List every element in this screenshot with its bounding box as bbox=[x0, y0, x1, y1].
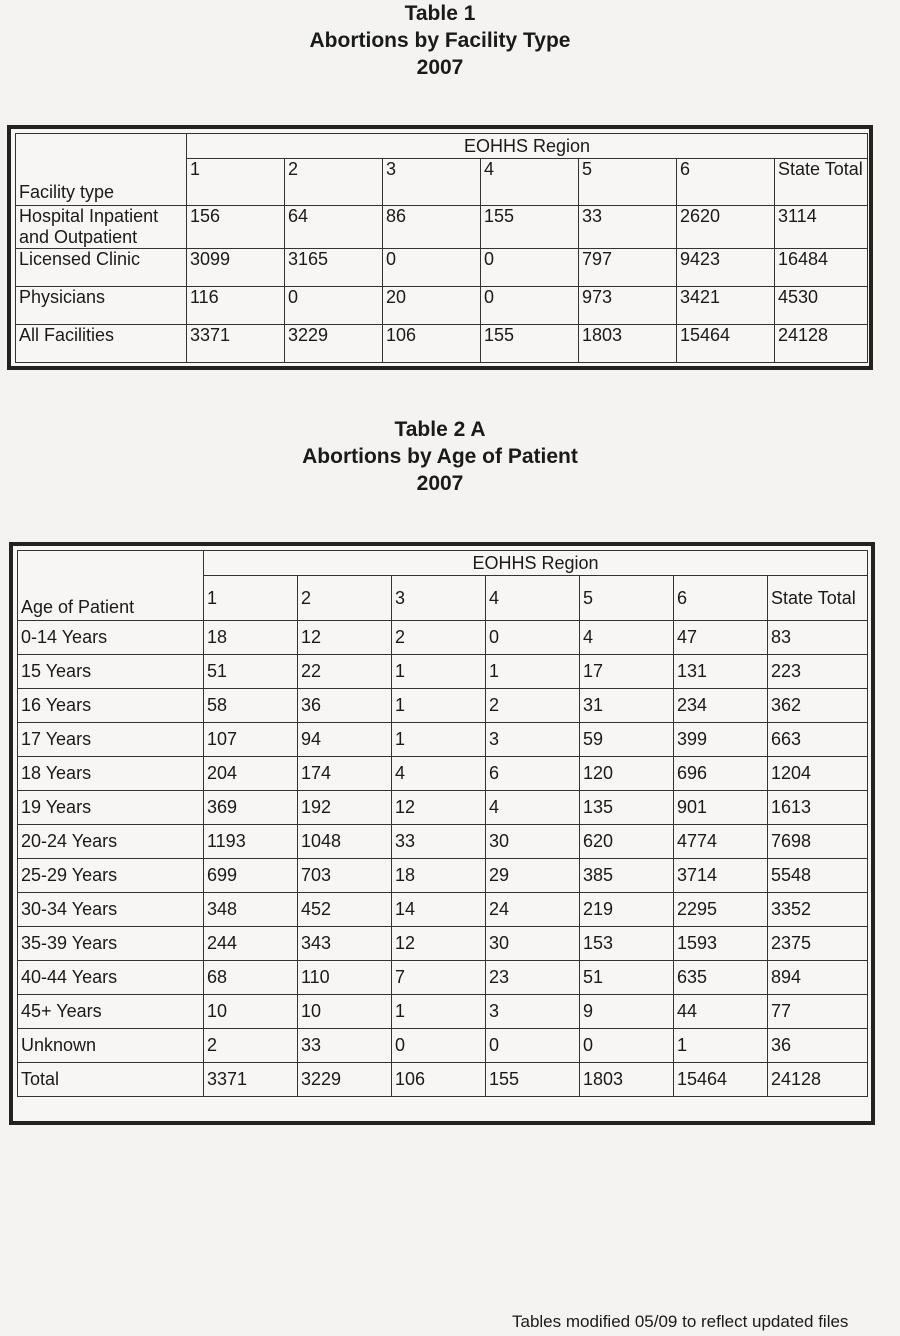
row-label: Total bbox=[18, 1063, 204, 1097]
row-label: 45+ Years bbox=[18, 995, 204, 1029]
table-cell: 3 bbox=[486, 995, 580, 1029]
table-cell: 24128 bbox=[775, 325, 868, 363]
table-cell: 385 bbox=[580, 859, 674, 893]
table2-col-header: 2 bbox=[298, 576, 392, 621]
table-cell: 4 bbox=[486, 791, 580, 825]
table-cell: 3352 bbox=[768, 893, 868, 927]
table-cell: 973 bbox=[579, 287, 677, 325]
table-cell: 2375 bbox=[768, 927, 868, 961]
table-row bbox=[18, 1029, 868, 1063]
table-row bbox=[18, 961, 868, 995]
table-row bbox=[18, 791, 868, 825]
table-cell: 2 bbox=[204, 1029, 298, 1063]
table1-col-header: 4 bbox=[481, 159, 579, 206]
table-cell: 620 bbox=[580, 825, 674, 859]
row-label: 20-24 Years bbox=[18, 825, 204, 859]
table-cell: 10 bbox=[204, 995, 298, 1029]
table2-col-header-state-total: State Total bbox=[768, 576, 868, 621]
table-row bbox=[16, 249, 868, 287]
table-cell: 0 bbox=[580, 1029, 674, 1063]
table2-title-line3: 2007 bbox=[416, 472, 464, 495]
table-cell: 20 bbox=[383, 287, 481, 325]
table-cell: 174 bbox=[298, 757, 392, 791]
table2 bbox=[17, 550, 868, 1097]
table-cell: 3 bbox=[486, 723, 580, 757]
table-row bbox=[18, 1063, 868, 1097]
table-row bbox=[18, 723, 868, 757]
row-label: 0-14 Years bbox=[18, 621, 204, 655]
table-cell: 2295 bbox=[674, 893, 768, 927]
table-cell: 4530 bbox=[775, 287, 868, 325]
table-cell: 0 bbox=[285, 287, 383, 325]
row-label: 35-39 Years bbox=[18, 927, 204, 961]
table-cell: 33 bbox=[298, 1029, 392, 1063]
table-cell: 3114 bbox=[775, 206, 868, 249]
row-label: 19 Years bbox=[18, 791, 204, 825]
table-cell: 204 bbox=[204, 757, 298, 791]
table-cell: 1593 bbox=[674, 927, 768, 961]
table-cell: 4774 bbox=[674, 825, 768, 859]
table-row bbox=[18, 621, 868, 655]
table2-title bbox=[0, 416, 880, 497]
table-cell: 1803 bbox=[579, 325, 677, 363]
table-cell: 12 bbox=[298, 621, 392, 655]
row-label: 15 Years bbox=[18, 655, 204, 689]
table1-col-header: 1 bbox=[187, 159, 285, 206]
table-cell: 155 bbox=[481, 325, 579, 363]
table-cell: 51 bbox=[580, 961, 674, 995]
table-cell: 3421 bbox=[677, 287, 775, 325]
row-label: 18 Years bbox=[18, 757, 204, 791]
table-cell: 1 bbox=[392, 723, 486, 757]
table-row bbox=[18, 859, 868, 893]
table-cell: 15464 bbox=[677, 325, 775, 363]
table-cell: 153 bbox=[580, 927, 674, 961]
table-cell: 0 bbox=[383, 249, 481, 287]
table-cell: 156 bbox=[187, 206, 285, 249]
table-cell: 131 bbox=[674, 655, 768, 689]
table-cell: 1 bbox=[392, 995, 486, 1029]
table-cell: 9423 bbox=[677, 249, 775, 287]
table-cell: 94 bbox=[298, 723, 392, 757]
table-cell: 2 bbox=[392, 621, 486, 655]
table-cell: 0 bbox=[486, 621, 580, 655]
table-cell: 2620 bbox=[677, 206, 775, 249]
table-cell: 0 bbox=[392, 1029, 486, 1063]
table-cell: 33 bbox=[392, 825, 486, 859]
table-cell: 452 bbox=[298, 893, 392, 927]
row-label: Hospital Inpatient and Outpatient bbox=[16, 206, 187, 249]
table-cell: 7 bbox=[392, 961, 486, 995]
table2-row-header: Age of Patient bbox=[18, 551, 204, 621]
table2-col-header: 5 bbox=[580, 576, 674, 621]
table-cell: 3165 bbox=[285, 249, 383, 287]
table-cell: 1803 bbox=[580, 1063, 674, 1097]
table-cell: 68 bbox=[204, 961, 298, 995]
table-cell: 106 bbox=[392, 1063, 486, 1097]
table-cell: 30 bbox=[486, 927, 580, 961]
table1-frame bbox=[7, 125, 873, 370]
table-cell: 0 bbox=[481, 287, 579, 325]
table-cell: 155 bbox=[481, 206, 579, 249]
table-cell: 120 bbox=[580, 757, 674, 791]
table-cell: 83 bbox=[768, 621, 868, 655]
table-cell: 219 bbox=[580, 893, 674, 927]
table-row bbox=[18, 655, 868, 689]
table-cell: 635 bbox=[674, 961, 768, 995]
table-cell: 192 bbox=[298, 791, 392, 825]
table-cell: 15464 bbox=[674, 1063, 768, 1097]
table-cell: 0 bbox=[486, 1029, 580, 1063]
table-cell: 22 bbox=[298, 655, 392, 689]
table1-col-header-state-total: State Total bbox=[775, 159, 868, 206]
table-cell: 31 bbox=[580, 689, 674, 723]
table-cell: 59 bbox=[580, 723, 674, 757]
table-cell: 14 bbox=[392, 893, 486, 927]
table-row bbox=[18, 757, 868, 791]
table-cell: 369 bbox=[204, 791, 298, 825]
table-cell: 16484 bbox=[775, 249, 868, 287]
table-cell: 1193 bbox=[204, 825, 298, 859]
footer-note: Tables modified 05/09 to reflect updated files bbox=[512, 1312, 849, 1331]
table1-row-header: Facility type bbox=[16, 134, 187, 206]
table2-col-header: 4 bbox=[486, 576, 580, 621]
table-cell: 399 bbox=[674, 723, 768, 757]
row-label: 17 Years bbox=[18, 723, 204, 757]
row-label: Unknown bbox=[18, 1029, 204, 1063]
table-row bbox=[16, 206, 868, 249]
table-row bbox=[18, 893, 868, 927]
table-cell: 29 bbox=[486, 859, 580, 893]
table2-frame bbox=[9, 542, 875, 1125]
row-label: Licensed Clinic bbox=[16, 249, 187, 287]
table-cell: 135 bbox=[580, 791, 674, 825]
table-row bbox=[16, 325, 868, 363]
table-cell: 155 bbox=[486, 1063, 580, 1097]
table-cell: 51 bbox=[204, 655, 298, 689]
table-cell: 116 bbox=[187, 287, 285, 325]
table-cell: 24 bbox=[486, 893, 580, 927]
table-cell: 3099 bbox=[187, 249, 285, 287]
table-cell: 36 bbox=[768, 1029, 868, 1063]
table-cell: 223 bbox=[768, 655, 868, 689]
table-cell: 7698 bbox=[768, 825, 868, 859]
table-cell: 234 bbox=[674, 689, 768, 723]
table-cell: 1 bbox=[674, 1029, 768, 1063]
table-cell: 3229 bbox=[285, 325, 383, 363]
table-cell: 110 bbox=[298, 961, 392, 995]
table-cell: 47 bbox=[674, 621, 768, 655]
table-cell: 18 bbox=[204, 621, 298, 655]
table-row bbox=[18, 995, 868, 1029]
table2-col-header: 1 bbox=[204, 576, 298, 621]
table-cell: 348 bbox=[204, 893, 298, 927]
table2-col-header: 3 bbox=[392, 576, 486, 621]
table-cell: 10 bbox=[298, 995, 392, 1029]
table-cell: 894 bbox=[768, 961, 868, 995]
table2-title-line1: Table 2 A bbox=[394, 418, 486, 441]
table-cell: 696 bbox=[674, 757, 768, 791]
table-cell: 33 bbox=[579, 206, 677, 249]
table-cell: 1204 bbox=[768, 757, 868, 791]
table-cell: 1 bbox=[392, 655, 486, 689]
table-cell: 901 bbox=[674, 791, 768, 825]
table1-title-line3: 2007 bbox=[416, 56, 464, 79]
row-label: 30-34 Years bbox=[18, 893, 204, 927]
table-row bbox=[18, 825, 868, 859]
table-cell: 3714 bbox=[674, 859, 768, 893]
table-cell: 362 bbox=[768, 689, 868, 723]
row-label: All Facilities bbox=[16, 325, 187, 363]
table1-col-header: 3 bbox=[383, 159, 481, 206]
row-label: 25-29 Years bbox=[18, 859, 204, 893]
table-row bbox=[16, 287, 868, 325]
table-cell: 86 bbox=[383, 206, 481, 249]
table-cell: 107 bbox=[204, 723, 298, 757]
table-row bbox=[18, 689, 868, 723]
table1-region-header: EOHHS Region bbox=[187, 134, 868, 159]
table-cell: 9 bbox=[580, 995, 674, 1029]
table-row bbox=[18, 927, 868, 961]
row-label: Physicians bbox=[16, 287, 187, 325]
table-cell: 18 bbox=[392, 859, 486, 893]
table-cell: 3371 bbox=[187, 325, 285, 363]
table1-title-line2: Abortions by Facility Type bbox=[309, 29, 571, 52]
table-cell: 6 bbox=[486, 757, 580, 791]
table-cell: 5548 bbox=[768, 859, 868, 893]
table-cell: 17 bbox=[580, 655, 674, 689]
table-cell: 4 bbox=[580, 621, 674, 655]
table1-col-header: 2 bbox=[285, 159, 383, 206]
table1-col-header: 5 bbox=[579, 159, 677, 206]
table-cell: 36 bbox=[298, 689, 392, 723]
table-cell: 1 bbox=[486, 655, 580, 689]
table-cell: 23 bbox=[486, 961, 580, 995]
table-cell: 703 bbox=[298, 859, 392, 893]
table-cell: 30 bbox=[486, 825, 580, 859]
table-cell: 4 bbox=[392, 757, 486, 791]
table-cell: 2 bbox=[486, 689, 580, 723]
table-cell: 12 bbox=[392, 927, 486, 961]
table2-col-header: 6 bbox=[674, 576, 768, 621]
table-cell: 44 bbox=[674, 995, 768, 1029]
table-cell: 1 bbox=[392, 689, 486, 723]
table-cell: 3229 bbox=[298, 1063, 392, 1097]
table-cell: 58 bbox=[204, 689, 298, 723]
table-cell: 244 bbox=[204, 927, 298, 961]
table-cell: 3371 bbox=[204, 1063, 298, 1097]
table1-col-header: 6 bbox=[677, 159, 775, 206]
table-cell: 663 bbox=[768, 723, 868, 757]
table-cell: 106 bbox=[383, 325, 481, 363]
table-cell: 699 bbox=[204, 859, 298, 893]
table-cell: 12 bbox=[392, 791, 486, 825]
table2-region-header: EOHHS Region bbox=[204, 551, 868, 576]
table-cell: 797 bbox=[579, 249, 677, 287]
table1 bbox=[15, 133, 868, 363]
table-cell: 1613 bbox=[768, 791, 868, 825]
table-cell: 24128 bbox=[768, 1063, 868, 1097]
table-cell: 64 bbox=[285, 206, 383, 249]
table-cell: 1048 bbox=[298, 825, 392, 859]
table-cell: 0 bbox=[481, 249, 579, 287]
table-cell: 77 bbox=[768, 995, 868, 1029]
row-label: 16 Years bbox=[18, 689, 204, 723]
table1-title bbox=[0, 0, 880, 81]
table2-title-line2: Abortions by Age of Patient bbox=[302, 445, 578, 468]
row-label: 40-44 Years bbox=[18, 961, 204, 995]
table1-title-line1: Table 1 bbox=[404, 2, 476, 25]
table-cell: 343 bbox=[298, 927, 392, 961]
